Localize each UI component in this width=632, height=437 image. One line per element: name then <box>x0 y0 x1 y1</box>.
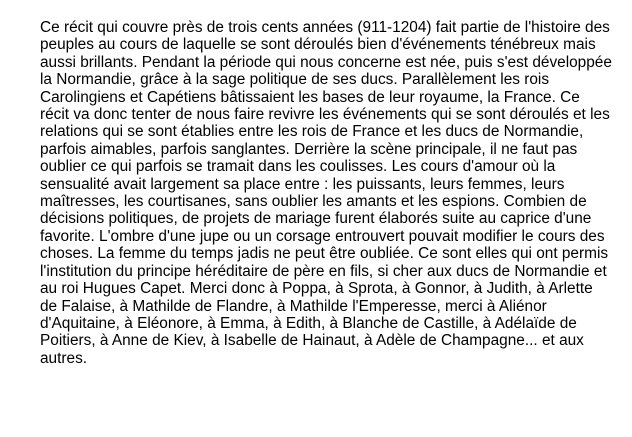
text-line: de Falaise, à Mathilde de Flandre, à Mathilde l'Emperesse, merci à Aliénor <box>40 297 547 315</box>
text-line: oublier ce qui parfois se tramait dans les coulisses. Les cours d'amour où la <box>40 158 556 176</box>
body-paragraph <box>40 19 632 367</box>
text-line: favorite. L'ombre d'une jupe ou un corsage entrouvert pouvait modifier le cours des <box>40 227 605 245</box>
text-line: sensualité avait largement sa place entre : les puissants, leurs femmes, leurs <box>40 175 565 193</box>
text-line: Poitiers, à Anne de Kiev, à Isabelle de Hainaut, à Adèle de Champagne... et aux <box>40 332 584 350</box>
text-line: l'institution du principe héréditaire de père en fils, si cher aux ducs de Normandie et <box>40 262 607 280</box>
text-line: décisions politiques, de projets de mariage furent élaborés suite au caprice d'une <box>40 210 592 228</box>
text-line: aussi brillants. Pendant la période qui nous concerne est née, puis s'est développée <box>40 53 612 71</box>
text-line: d'Aquitaine, à Eléonore, à Emma, à Edith, à Blanche de Castille, à Adélaïde de <box>40 314 577 332</box>
text-line: récit va donc tenter de nous faire revivre les événements qui se sont déroulés et les <box>40 106 610 124</box>
text-line: maîtresses, les courtisanes, sans oublier les amants et les espions. Combien de <box>40 193 587 211</box>
text-line: la Normandie, grâce à la sage politique de ses ducs. Parallèlement les rois <box>40 71 550 89</box>
text-line: autres. <box>40 349 88 367</box>
text-line: Ce récit qui couvre près de trois cents années (911-1204) fait partie de l'histoire des <box>40 19 610 36</box>
text-line: peuples au cours de laquelle se sont déroulés bien d'événements ténébreux mais <box>40 36 596 54</box>
text-line: relations qui se sont établies entre les rois de France et les ducs de Normandie, <box>40 123 584 141</box>
text-line: parfois aimables, parfois sanglantes. Derrière la scène principale, il ne faut pas <box>40 140 578 158</box>
text-line: Carolingiens et Capétiens bâtissaient les bases de leur royaume, la France. Ce <box>40 88 580 106</box>
text-line: choses. La femme du temps jadis ne peut être oubliée. Ce sont elles qui ont permis <box>40 245 609 263</box>
text-line: au roi Hugues Capet. Merci donc à Poppa, à Sprota, à Gonnor, à Judith, à Arlette <box>40 280 593 298</box>
